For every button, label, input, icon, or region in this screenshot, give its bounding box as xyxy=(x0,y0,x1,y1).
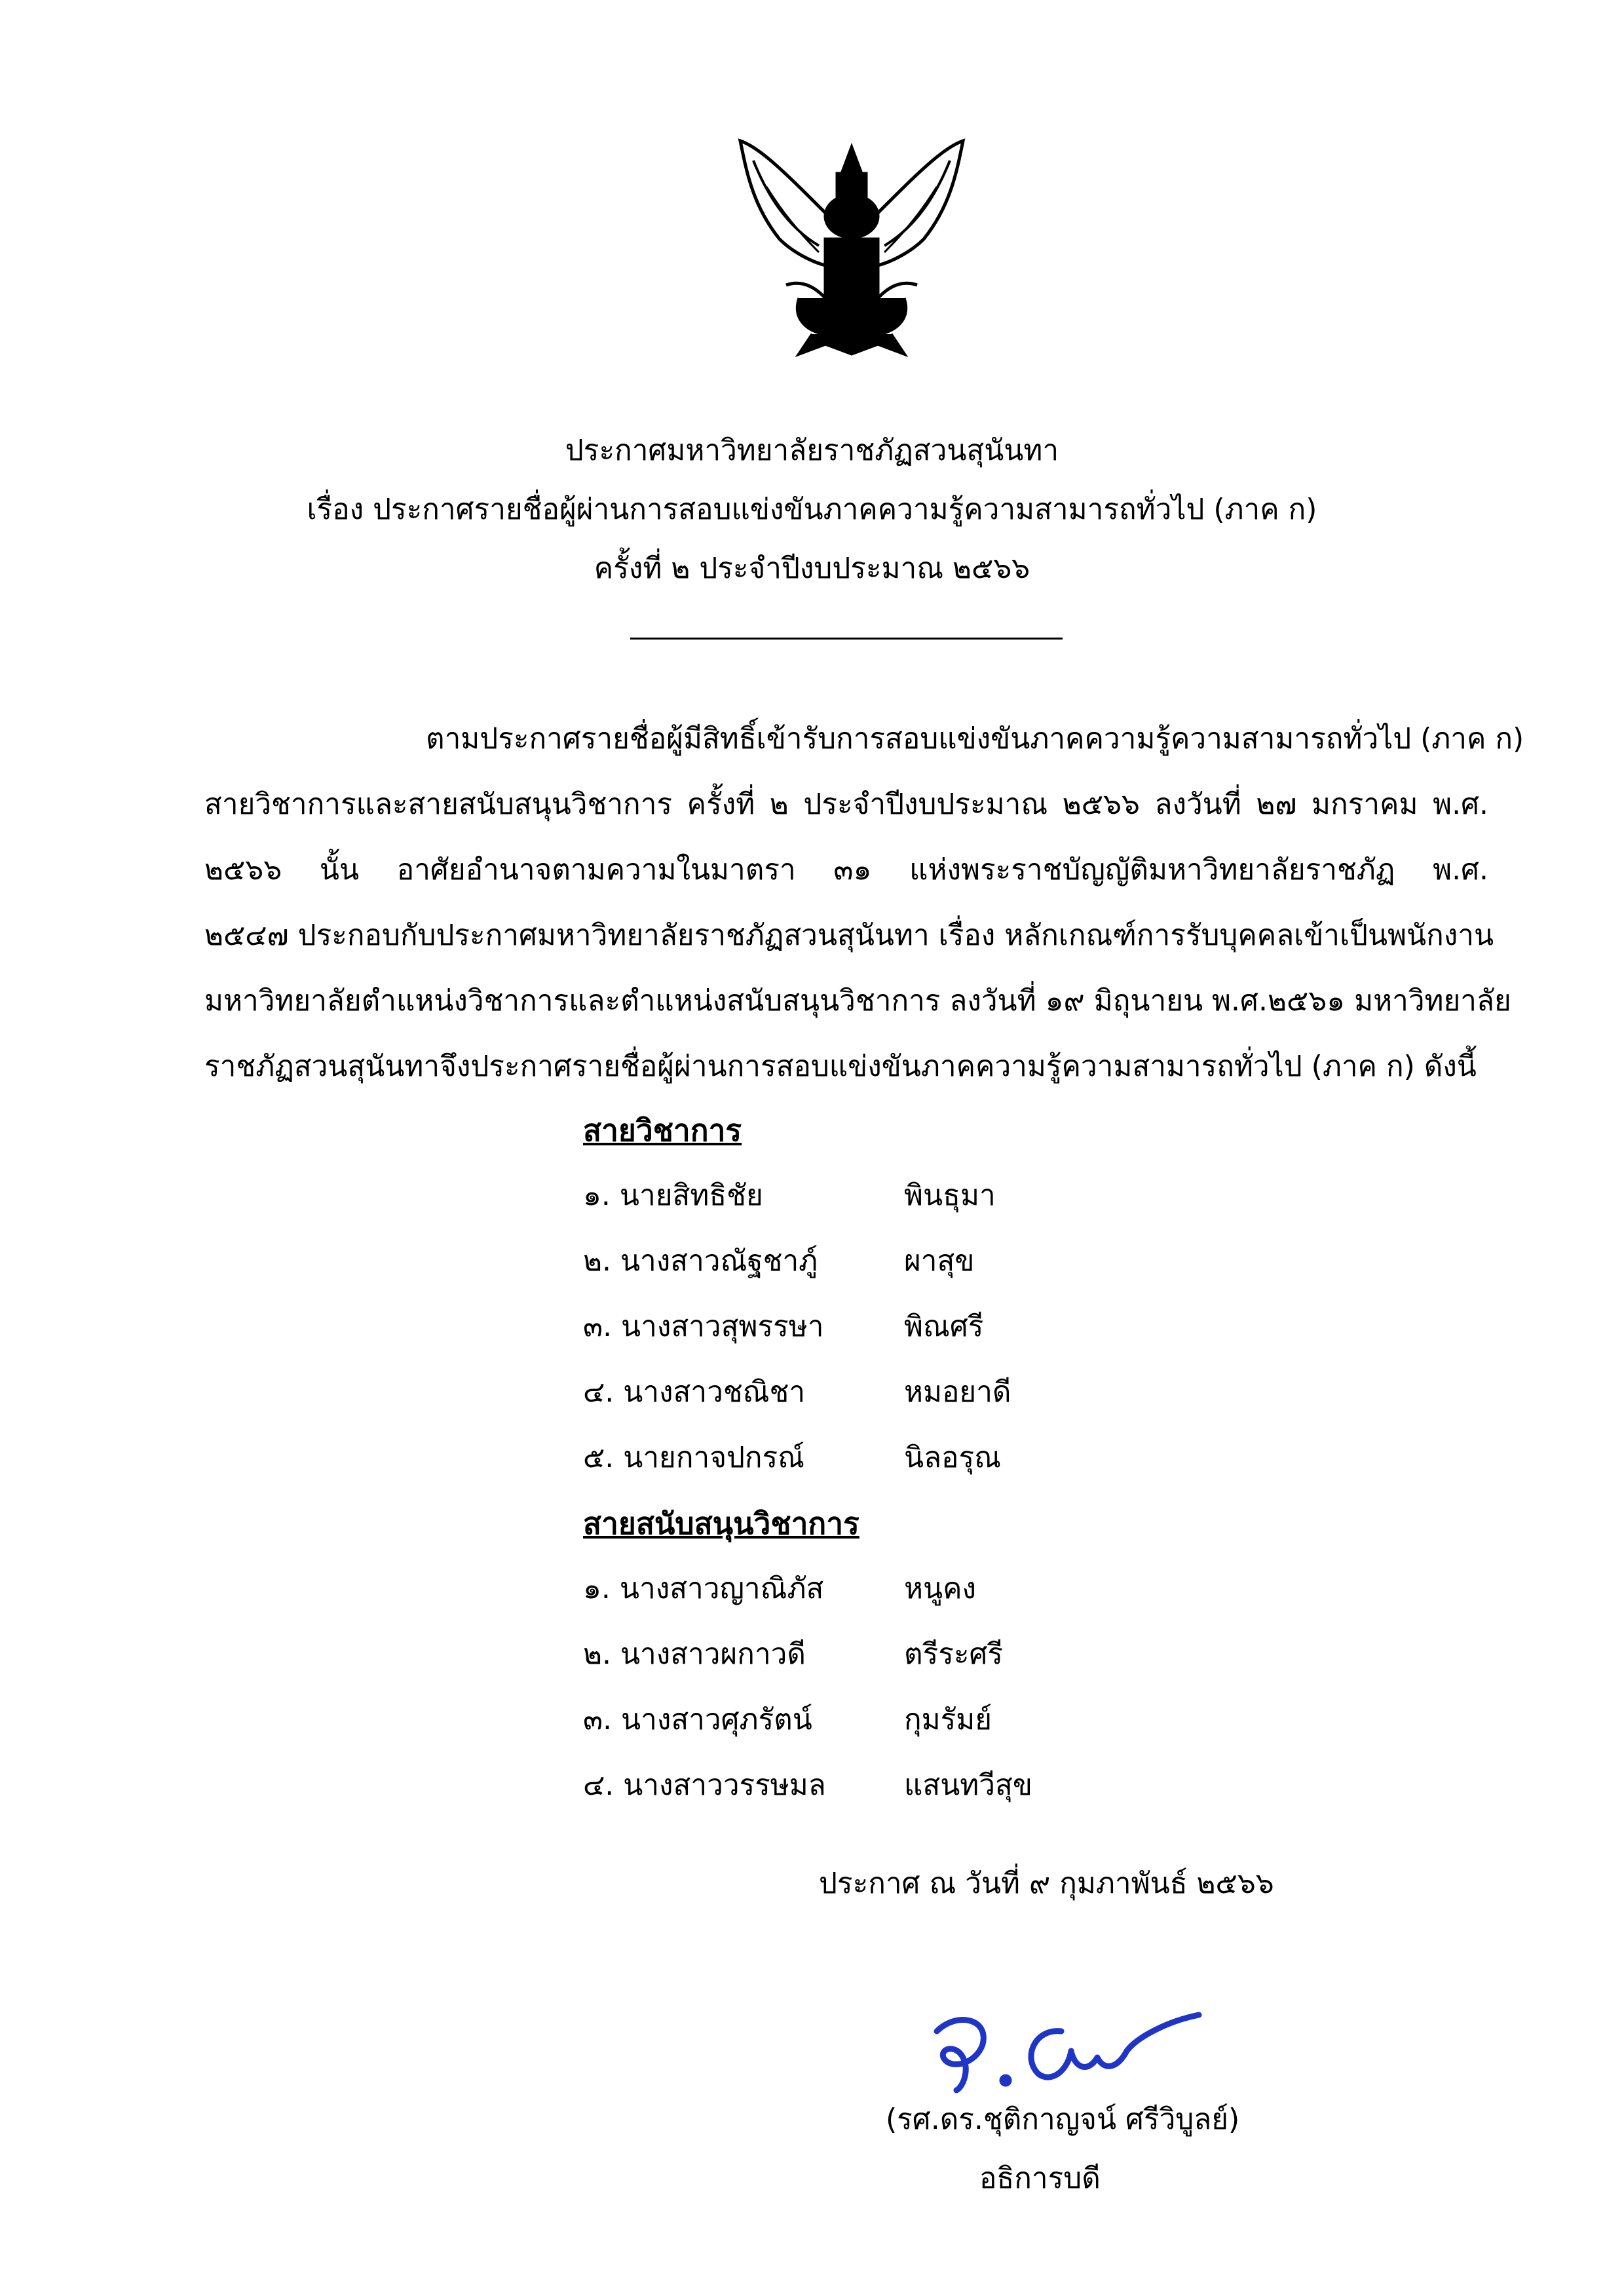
candidate-family-name: ผาสุข xyxy=(904,1244,975,1278)
body-line-2: สายวิชาการและสายสนับสนุนวิชาการ ครั้งที่ ๒ ประจำปีงบประมาณ ๒๕๖๖ ลงวันที่ ๒๗ มกราคม พ.ศ. xyxy=(204,788,1488,821)
body-line-3: ๒๕๖๖ นั้น อาศัยอำนาจตามความในมาตรา ๓๑ แห่งพระราชบัญญัติมหาวิทยาลัยราชภัฏ พ.ศ. xyxy=(204,853,1488,887)
body-line-6: ราชภัฏสวนสุนันทาจึงประกาศรายชื่อผู้ผ่านการสอบแข่งขันภาคความรู้ความสามารถทั่วไป (ภาค ก) ดังนี้ xyxy=(204,1050,1477,1083)
candidate-given-name: ๔. นางสาววรรษมล xyxy=(583,1769,826,1802)
candidate-given-name: ๒. นางสาวณัฐชาภู์ xyxy=(583,1244,818,1278)
list-item xyxy=(583,1176,996,1215)
body-line-5: มหาวิทยาลัยตำแหน่งวิชาการและตำแหน่งสนับสนุนวิชาการ ลงวันที่ ๑๙ มิถุนายน พ.ศ.๒๕๖๑ มหาวิทยาลัย xyxy=(204,984,1511,1018)
header-title: ประกาศมหาวิทยาลัยราชภัฏสวนสุนันทา xyxy=(565,434,1059,467)
candidate-given-name: ๒. นางสาวผกาวดี xyxy=(583,1637,806,1671)
header-divider xyxy=(630,638,1063,640)
support-section-title: สายสนับสนุนวิชาการ xyxy=(583,1506,859,1541)
list-item xyxy=(583,1766,1032,1805)
candidate-given-name: ๓. นางสาวศุภรัตน์ xyxy=(583,1703,812,1736)
garuda-emblem xyxy=(727,134,976,357)
candidate-given-name: ๑. นายสิทธิชัย xyxy=(583,1179,763,1212)
candidate-family-name: พินธุมา xyxy=(904,1179,996,1212)
candidate-family-name: นิลอรุณ xyxy=(904,1441,1001,1474)
candidate-family-name: กุมรัมย์ xyxy=(904,1703,992,1736)
candidate-family-name: แสนทวีสุข xyxy=(904,1769,1032,1802)
candidate-given-name: ๔. นางสาวชณิชา xyxy=(583,1375,806,1409)
body-line-1: ตามประกาศรายชื่อผู้มีสิทธิ์เข้ารับการสอบแข่งขันภาคความรู้ความสามารถทั่วไป (ภาค ก) xyxy=(426,722,1524,756)
academic-section-title: สายวิชาการ xyxy=(583,1113,742,1148)
list-item xyxy=(583,1635,1003,1674)
list-item xyxy=(583,1373,1011,1412)
candidate-family-name: หนูคง xyxy=(904,1572,976,1605)
list-item xyxy=(583,1700,992,1740)
list-item xyxy=(583,1438,1001,1478)
candidate-given-name: ๓. นางสาวสุพรรษา xyxy=(583,1310,824,1343)
signer-position: อธิการบดี xyxy=(979,2162,1101,2195)
signature-image xyxy=(917,1992,1218,2097)
list-item xyxy=(583,1307,983,1347)
candidate-given-name: ๑. นางสาวญาณิภัส xyxy=(583,1572,824,1605)
header-round: ครั้งที่ ๒ ประจำปีงบประมาณ ๒๕๖๖ xyxy=(594,552,1030,585)
signer-name: (รศ.ดร.ชุติกาญจน์ ศรีวิบูลย์) xyxy=(886,2103,1240,2136)
candidate-family-name: หมอยาดี xyxy=(904,1375,1011,1409)
candidate-family-name: พิณศรี xyxy=(904,1310,984,1343)
candidate-given-name: ๕. นายกาจปกรณ์ xyxy=(583,1441,804,1474)
candidate-family-name: ตรีระศรี xyxy=(904,1637,1004,1671)
header-subject: เรื่อง ประกาศรายชื่อผู้ผ่านการสอบแข่งขันภาคความรู้ความสามารถทั่วไป (ภาค ก) xyxy=(307,493,1317,526)
body-line-4: ๒๕๔๗ ประกอบกับประกาศมหาวิทยาลัยราชภัฏสวนสุนันทา เรื่อง หลักเกณฑ์การรับบุคคลเข้าเป็นพนักงาน xyxy=(204,919,1494,952)
list-item xyxy=(583,1569,976,1609)
list-item xyxy=(583,1242,974,1281)
announcement-date: ประกาศ ณ วันที่ ๙ กุมภาพันธ์ ๒๕๖๖ xyxy=(819,1867,1274,1900)
